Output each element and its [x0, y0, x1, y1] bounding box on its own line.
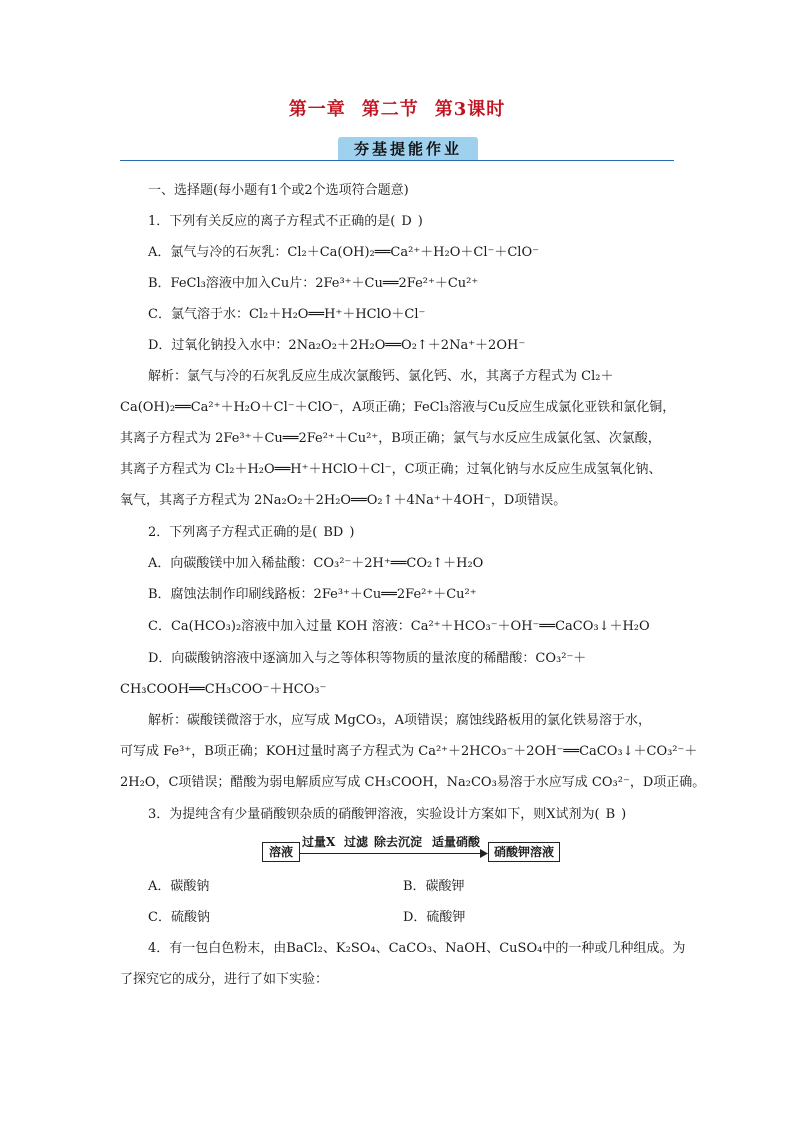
question-3-option-b: B．碳酸钾 — [403, 879, 465, 894]
question-1-explanation: 解析：氯气与冷的石灰乳反应生成次氯酸钙、氯化钙、水，其离子方程式为 Cl₂＋ — [148, 369, 614, 384]
question-3-option-d: D．硫酸钾 — [403, 910, 466, 925]
page-title — [0, 95, 794, 121]
question-2-option-d: CH₃COOH══CH₃COO⁻＋HCO₃⁻ — [120, 682, 327, 697]
flow-step-reagent: 过量X — [302, 835, 336, 849]
header-divider — [120, 160, 674, 161]
question-1-option-b: B．FeCl₃溶液中加入Cu片：2Fe³⁺＋Cu══2Fe²⁺＋Cu²⁺ — [148, 276, 479, 291]
question-1-explanation: 氧气，其离子方程式为 2Na₂O₂＋2H₂O══O₂↑＋4Na⁺＋4OH⁻，D项错误。 — [120, 493, 567, 508]
flow-end-box: 硝酸钾溶液 — [488, 842, 560, 862]
question-2-option-c: C．Ca(HCO₃)₂溶液中加入过量 KOH 溶液：Ca²⁺＋HCO₃⁻＋OH⁻══CaCO₃↓＋H₂O — [148, 619, 650, 634]
question-2-explanation: 2H₂O，C项错误；醋酸为弱电解质应写成 CH₃COOH，Na₂CO₃易溶于水应写成 CO₃²⁻，D项正确。 — [120, 775, 706, 790]
question-1-option-d: D．过氧化钠投入水中：2Na₂O₂＋2H₂O══O₂↑＋2Na⁺＋2OH⁻ — [148, 338, 526, 353]
question-1-explanation: 其离子方程式为 Cl₂＋H₂O══H⁺＋HClO＋Cl⁻，C项正确；过氧化钠与水反应生成氢氧化钠、 — [120, 462, 662, 477]
flow-step-acid: 适量硝酸 — [432, 835, 481, 849]
question-2-explanation: 解析：碳酸镁微溶于水，应写成 MgCO₃，A项错误；腐蚀线路板用的氯化铁易溶于水， — [148, 713, 651, 728]
question-4-stem: 了探究它的成分，进行了如下实验： — [120, 972, 329, 987]
flow-step-filter: 过滤 — [344, 835, 369, 849]
question-1-stem: 1．下列有关反应的离子方程式不正确的是( D ) — [148, 212, 423, 232]
question-2-option-a: A．向碳酸镁中加入稀盐酸：CO₃²⁻＋2H⁺══CO₂↑＋H₂O — [148, 556, 484, 571]
question-1-explanation: Ca(OH)₂══Ca²⁺＋H₂O＋Cl⁻＋ClO⁻，A项正确；FeCl₃溶液与Cu反应生成氯化亚铁和氯化铜， — [120, 400, 676, 415]
question-3-answer: B — [605, 807, 616, 822]
flow-arrow-line — [299, 853, 485, 854]
question-3-option-c: C．硫酸钠 — [148, 910, 210, 925]
lesson-label: 第3课时 — [434, 99, 506, 120]
section-label: 第二节 — [361, 99, 419, 120]
question-4-stem: 4．有一包白色粉末，由BaCl₂、K₂SO₄、CaCO₃、NaOH、CuSO₄中的一种或几种组成。为 — [148, 941, 686, 956]
section-intro: 一、选择题(每小题有1个或2个选项符合题意) — [148, 183, 409, 198]
chapter-label: 第一章 — [288, 99, 346, 120]
question-2-stem: 2．下列离子方程式正确的是( BD ) — [148, 523, 354, 543]
flow-arrowhead-icon — [480, 849, 488, 858]
question-2-option-d: D．向碳酸钠溶液中逐滴加入与之等体积等物质的量浓度的稀醋酸：CO₃²⁻＋ — [148, 651, 587, 666]
question-3-stem: 3．为提纯含有少量硝酸钡杂质的硝酸钾溶液，实验设计方案如下，则X试剂为( B ) — [148, 805, 626, 825]
question-2-option-b: B．腐蚀法制作印刷线路板：2Fe³⁺＋Cu══2Fe²⁺＋Cu²⁺ — [148, 587, 477, 602]
question-2-answer: BD — [323, 525, 344, 540]
question-3-option-a: A．碳酸钠 — [148, 879, 210, 894]
section-badge: 夯基提能作业 — [338, 137, 478, 161]
question-1-answer: D — [401, 214, 412, 229]
flow-start-box: 溶液 — [262, 842, 300, 862]
question-1-option-c: C．氯气溶于水：Cl₂＋H₂O══H⁺＋HClO＋Cl⁻ — [148, 307, 426, 322]
question-1-option-a: A．氯气与冷的石灰乳：Cl₂＋Ca(OH)₂══Ca²⁺＋H₂O＋Cl⁻＋ClO⁻ — [148, 245, 539, 260]
question-1-explanation: 其离子方程式为 2Fe³⁺＋Cu══2Fe²⁺＋Cu²⁺，B项正确；氯气与水反应生成氯化氢、次氯酸， — [120, 431, 661, 446]
question-2-explanation: 可写成 Fe³⁺，B项正确；KOH过量时离子方程式为 Ca²⁺＋2HCO₃⁻＋2OH⁻══CaCO₃↓＋CO₃²⁻＋ — [120, 744, 698, 759]
flow-step-remove: 除去沉淀 — [374, 835, 423, 849]
